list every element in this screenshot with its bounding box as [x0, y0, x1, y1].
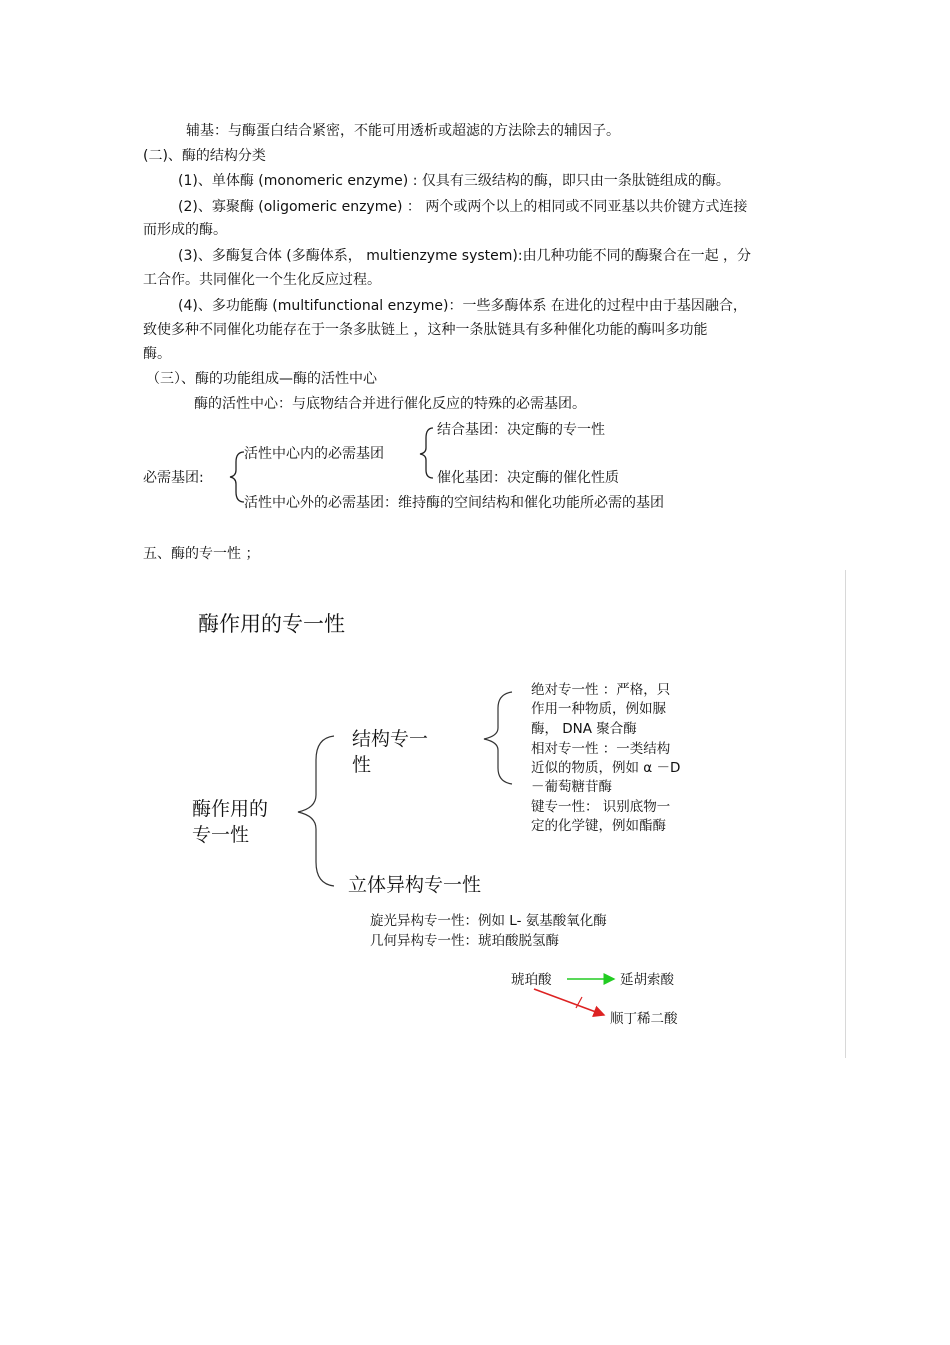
relative-specificity-line1: 相对专一性 ：一类结构	[531, 741, 671, 757]
section-3-heading: （三）、酶的功能组成—酶的活性中心	[146, 371, 377, 387]
item-monomeric: (1)、单体酶 (monomeric enzyme) : 仅具有三级结构的酶，即只由一条肽链组成的酶。	[178, 173, 730, 189]
item-multifunctional-line3: 酶。	[143, 346, 171, 362]
relative-specificity-line2: 近似的物质，例如 α －D	[531, 760, 681, 776]
outer-essential-groups: 活性中心外的必需基团：维持酶的空间结构和催化功能所必需的基团	[244, 495, 664, 511]
structural-specificity-line1: 结构专一	[352, 728, 429, 750]
stereo-specificity: 立体异构专一性	[348, 874, 482, 896]
section-5-heading: 五、酶的专一性 ；	[143, 546, 260, 562]
inner-groups-brace	[420, 428, 433, 478]
essential-groups-label: 必需基团:	[143, 470, 204, 486]
item-multifunctional-line1: (4)、多功能酶 (multifunctional enzyme)：一些多酶体系 在进化的过程中由于基因融合，	[178, 298, 747, 314]
absolute-specificity-line3: 酶， DNA 聚合酶	[531, 721, 637, 737]
item-multienzyme-line2: 工合作。共同催化一个生化反应过程。	[143, 272, 381, 288]
item-oligomeric-line1: (2)、寡聚酶 (oligomeric enzyme) ： 两个或两个以上的相同或不同亚基以共价键方式连接	[178, 199, 748, 215]
item-oligomeric-line2: 而形成的酶。	[143, 222, 227, 238]
absolute-specificity-line1: 绝对专一性 ：严格，只	[531, 682, 671, 698]
diagram-border	[845, 570, 846, 1058]
bond-specificity-line2: 定的化学键，例如酯酶	[531, 818, 666, 834]
diagram-title: 酶作用的专一性	[198, 612, 345, 636]
geometric-isomer-specificity: 几何异构专一性：琥珀酸脱氢酶	[370, 933, 559, 949]
relative-specificity-line3: －葡萄糖苷酶	[531, 779, 612, 795]
block-mark	[576, 997, 582, 1008]
root-label-line2: 专一性	[192, 824, 250, 846]
binding-group: 结合基团：决定酶的专一性	[437, 422, 605, 438]
succinate-label: 琥珀酸	[511, 972, 552, 988]
bond-specificity-line1: 键专一性： 识别底物一	[531, 799, 671, 815]
root-brace	[298, 736, 334, 886]
absolute-specificity-line2: 作用一种物质，例如脲	[531, 701, 666, 717]
fuji-definition: 辅基：与酶蛋白结合紧密，不能可用透析或超滤的方法除去的辅因子。	[186, 123, 620, 139]
section-2-heading: (二)、酶的结构分类	[143, 148, 266, 164]
catalytic-group: 催化基团：决定酶的催化性质	[437, 470, 619, 486]
root-label-line1: 酶作用的	[192, 798, 269, 820]
maleate-label: 顺丁稀二酸	[610, 1011, 678, 1027]
fumarate-label: 延胡索酸	[620, 972, 674, 988]
item-multifunctional-line2: 致使多种不同催化功能存在于一条多肽链上 ，这种一条肽链具有多种催化功能的酶叫多功能	[143, 322, 708, 338]
optical-isomer-specificity: 旋光异构专一性：例如 L- 氨基酸氧化酶	[370, 913, 607, 929]
essential-groups-brace	[230, 452, 244, 502]
item-multienzyme-line1: (3)、多酶复合体 (多酶体系， multienzyme system):由几种功能不同的酶聚合在一起 ，分	[178, 248, 752, 264]
inner-essential-groups: 活性中心内的必需基团	[244, 446, 384, 462]
structural-specificity-line2: 性	[352, 754, 372, 776]
active-center-definition: 酶的活性中心：与底物结合并进行催化反应的特殊的必需基团。	[194, 396, 586, 412]
structural-brace	[484, 692, 512, 784]
red-arrow	[534, 989, 604, 1015]
